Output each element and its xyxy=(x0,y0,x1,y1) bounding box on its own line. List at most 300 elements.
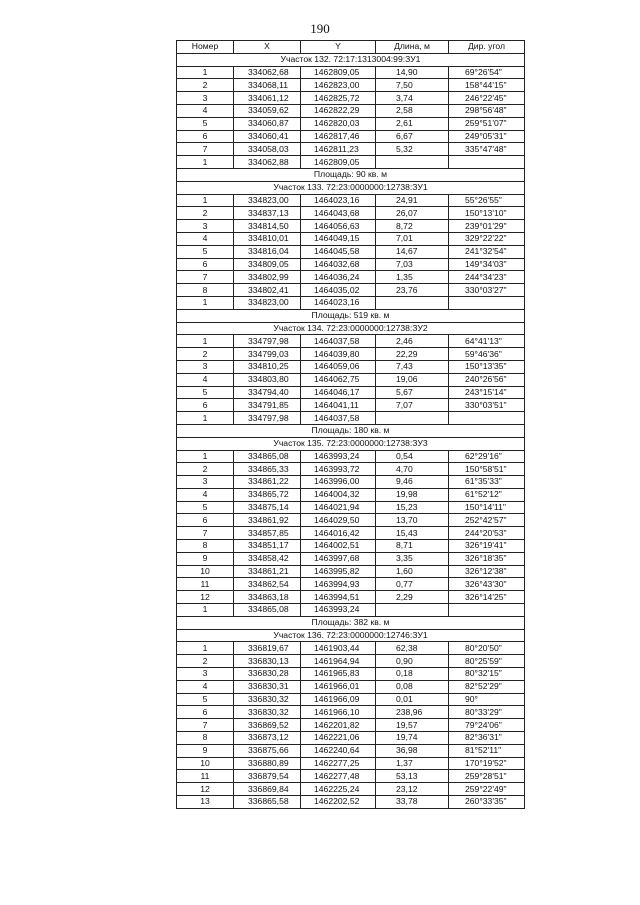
length-cell: 7,43 xyxy=(376,360,449,373)
table-row xyxy=(177,271,525,284)
y-coordinate-cell: 1462202,52 xyxy=(301,796,376,809)
point-number-cell: 7 xyxy=(177,527,234,540)
table-row xyxy=(177,258,525,271)
direction-angle-cell: 80°25'59" xyxy=(449,655,525,668)
parcel-area: Площадь: 180 кв. м xyxy=(177,424,525,437)
x-coordinate-cell: 334803,80 xyxy=(234,373,301,386)
point-number-cell: 7 xyxy=(177,271,234,284)
y-coordinate-cell: 1463993,24 xyxy=(301,604,376,617)
parcel-area: Площадь: 90 кв. м xyxy=(177,168,525,181)
x-coordinate-cell: 334851,17 xyxy=(234,540,301,553)
table-row xyxy=(177,719,525,732)
point-number-cell: 8 xyxy=(177,732,234,745)
table-row xyxy=(177,604,525,617)
column-header-direction-angle: Дир. угол xyxy=(449,41,525,54)
length-cell: 22,29 xyxy=(376,348,449,361)
direction-angle-cell: 55°26'55" xyxy=(449,194,525,207)
point-number-cell: 3 xyxy=(177,668,234,681)
table-row xyxy=(177,335,525,348)
direction-angle-cell: 61°35'33" xyxy=(449,476,525,489)
direction-angle-cell: 150°13'35" xyxy=(449,360,525,373)
point-number-cell: 6 xyxy=(177,258,234,271)
length-cell: 0,90 xyxy=(376,655,449,668)
direction-angle-cell: 298°56'48" xyxy=(449,104,525,117)
length-cell: 0,77 xyxy=(376,578,449,591)
x-coordinate-cell: 336830,32 xyxy=(234,706,301,719)
x-coordinate-cell: 334814,50 xyxy=(234,220,301,233)
parcel-title-row xyxy=(177,181,525,194)
length-cell: 9,46 xyxy=(376,476,449,489)
length-cell: 2,58 xyxy=(376,104,449,117)
length-cell: 0,01 xyxy=(376,693,449,706)
y-coordinate-cell: 1461903,44 xyxy=(301,642,376,655)
length-cell: 0,08 xyxy=(376,680,449,693)
length-cell: 19,57 xyxy=(376,719,449,732)
table-row xyxy=(177,693,525,706)
point-number-cell: 1 xyxy=(177,194,234,207)
y-coordinate-cell: 1464046,17 xyxy=(301,386,376,399)
table-row xyxy=(177,488,525,501)
point-number-cell: 1 xyxy=(177,156,234,169)
table-row xyxy=(177,194,525,207)
y-coordinate-cell: 1464023,16 xyxy=(301,194,376,207)
x-coordinate-cell: 334865,33 xyxy=(234,463,301,476)
table-row xyxy=(177,463,525,476)
direction-angle-cell: 244°34'23" xyxy=(449,271,525,284)
length-cell: 1,35 xyxy=(376,271,449,284)
point-number-cell: 7 xyxy=(177,143,234,156)
table-row xyxy=(177,245,525,258)
direction-angle-cell: 335°47'48" xyxy=(449,143,525,156)
y-coordinate-cell: 1462825,72 xyxy=(301,92,376,105)
length-cell: 23,12 xyxy=(376,783,449,796)
y-coordinate-cell: 1462225,24 xyxy=(301,783,376,796)
x-coordinate-cell: 334809,05 xyxy=(234,258,301,271)
table-row xyxy=(177,757,525,770)
direction-angle-cell: 241°32'54" xyxy=(449,245,525,258)
table-row xyxy=(177,117,525,130)
length-cell: 14,90 xyxy=(376,66,449,79)
x-coordinate-cell: 336830,28 xyxy=(234,668,301,681)
direction-angle-cell: 170°19'52" xyxy=(449,757,525,770)
y-coordinate-cell: 1464004,32 xyxy=(301,488,376,501)
x-coordinate-cell: 334861,92 xyxy=(234,514,301,527)
length-cell: 15,23 xyxy=(376,501,449,514)
table-row xyxy=(177,783,525,796)
y-coordinate-cell: 1462820,03 xyxy=(301,117,376,130)
point-number-cell: 1 xyxy=(177,335,234,348)
parcel-title: Участок 134. 72:23:0000000:12738:ЗУ2 xyxy=(177,322,525,335)
y-coordinate-cell: 1462811,23 xyxy=(301,143,376,156)
direction-angle-cell: 244°20'53" xyxy=(449,527,525,540)
length-cell: 3,35 xyxy=(376,552,449,565)
x-coordinate-cell: 334865,08 xyxy=(234,450,301,463)
x-coordinate-cell: 334060,87 xyxy=(234,117,301,130)
direction-angle-cell: 79°24'06" xyxy=(449,719,525,732)
direction-angle-cell: 59°46'36" xyxy=(449,348,525,361)
table-row xyxy=(177,284,525,297)
direction-angle-cell: 326°43'30" xyxy=(449,578,525,591)
table-row xyxy=(177,232,525,245)
x-coordinate-cell: 334799,03 xyxy=(234,348,301,361)
table-row xyxy=(177,476,525,489)
table-header-row xyxy=(177,41,525,54)
length-cell: 19,06 xyxy=(376,373,449,386)
length-cell: 2,29 xyxy=(376,591,449,604)
y-coordinate-cell: 1461966,01 xyxy=(301,680,376,693)
point-number-cell: 8 xyxy=(177,540,234,553)
y-coordinate-cell: 1464002,51 xyxy=(301,540,376,553)
parcel-title-row xyxy=(177,437,525,450)
x-coordinate-cell: 334062,68 xyxy=(234,66,301,79)
table-row xyxy=(177,373,525,386)
direction-angle-cell: 158°44'15" xyxy=(449,79,525,92)
table-row xyxy=(177,565,525,578)
table-row xyxy=(177,732,525,745)
direction-angle-cell: 259°51'07" xyxy=(449,117,525,130)
length-cell: 7,07 xyxy=(376,399,449,412)
direction-angle-cell: 64°41'13" xyxy=(449,335,525,348)
x-coordinate-cell: 334068,11 xyxy=(234,79,301,92)
direction-angle-cell: 239°01'29" xyxy=(449,220,525,233)
point-number-cell: 11 xyxy=(177,770,234,783)
point-number-cell: 5 xyxy=(177,386,234,399)
y-coordinate-cell: 1463997,68 xyxy=(301,552,376,565)
length-cell: 62,38 xyxy=(376,642,449,655)
parcel-title: Участок 135. 72:23:0000000:12738:ЗУ3 xyxy=(177,437,525,450)
y-coordinate-cell: 1462809,05 xyxy=(301,156,376,169)
point-number-cell: 3 xyxy=(177,92,234,105)
y-coordinate-cell: 1464032,68 xyxy=(301,258,376,271)
table-row xyxy=(177,578,525,591)
length-cell: 238,96 xyxy=(376,706,449,719)
length-cell: 0,54 xyxy=(376,450,449,463)
direction-angle-cell: 61°52'12" xyxy=(449,488,525,501)
point-number-cell: 6 xyxy=(177,514,234,527)
point-number-cell: 10 xyxy=(177,757,234,770)
x-coordinate-cell: 334058,03 xyxy=(234,143,301,156)
point-number-cell: 13 xyxy=(177,796,234,809)
length-cell: 1,37 xyxy=(376,757,449,770)
length-cell: 24,91 xyxy=(376,194,449,207)
direction-angle-cell: 62°29'16" xyxy=(449,450,525,463)
y-coordinate-cell: 1461964,94 xyxy=(301,655,376,668)
y-coordinate-cell: 1462277,25 xyxy=(301,757,376,770)
x-coordinate-cell: 334875,14 xyxy=(234,501,301,514)
length-cell: 6,67 xyxy=(376,130,449,143)
y-coordinate-cell: 1464041,11 xyxy=(301,399,376,412)
length-cell: 0,18 xyxy=(376,668,449,681)
point-number-cell: 1 xyxy=(177,604,234,617)
coordinates-table xyxy=(176,40,525,809)
parcel-title: Участок 136. 72:23:0000000:12746:ЗУ1 xyxy=(177,629,525,642)
point-number-cell: 10 xyxy=(177,565,234,578)
point-number-cell: 1 xyxy=(177,412,234,425)
point-number-cell: 4 xyxy=(177,373,234,386)
direction-angle-cell: 80°33'29" xyxy=(449,706,525,719)
length-cell: 53,13 xyxy=(376,770,449,783)
x-coordinate-cell: 334062,88 xyxy=(234,156,301,169)
length-cell: 15,43 xyxy=(376,527,449,540)
direction-angle-cell: 259°22'49" xyxy=(449,783,525,796)
length-cell: 13,70 xyxy=(376,514,449,527)
parcel-title: Участок 132. 72:17:1313004:99:ЗУ1 xyxy=(177,53,525,66)
y-coordinate-cell: 1464036,24 xyxy=(301,271,376,284)
direction-angle-cell xyxy=(449,604,525,617)
y-coordinate-cell: 1464062,75 xyxy=(301,373,376,386)
y-coordinate-cell: 1464039,80 xyxy=(301,348,376,361)
x-coordinate-cell: 334857,85 xyxy=(234,527,301,540)
direction-angle-cell: 80°32'15" xyxy=(449,668,525,681)
table-row xyxy=(177,360,525,373)
direction-angle-cell: 246°22'45" xyxy=(449,92,525,105)
table-row xyxy=(177,296,525,309)
length-cell: 23,76 xyxy=(376,284,449,297)
x-coordinate-cell: 334865,72 xyxy=(234,488,301,501)
x-coordinate-cell: 336830,13 xyxy=(234,655,301,668)
table-row xyxy=(177,220,525,233)
direction-angle-cell: 82°52'29" xyxy=(449,680,525,693)
table-row xyxy=(177,655,525,668)
point-number-cell: 5 xyxy=(177,117,234,130)
y-coordinate-cell: 1463993,72 xyxy=(301,463,376,476)
direction-angle-cell: 69°26'54" xyxy=(449,66,525,79)
x-coordinate-cell: 334059,62 xyxy=(234,104,301,117)
y-coordinate-cell: 1463994,93 xyxy=(301,578,376,591)
point-number-cell: 4 xyxy=(177,104,234,117)
y-coordinate-cell: 1462809,05 xyxy=(301,66,376,79)
point-number-cell: 4 xyxy=(177,680,234,693)
length-cell: 1,60 xyxy=(376,565,449,578)
table-row xyxy=(177,207,525,220)
length-cell: 8,71 xyxy=(376,540,449,553)
direction-angle-cell: 80°20'50" xyxy=(449,642,525,655)
length-cell: 36,98 xyxy=(376,744,449,757)
y-coordinate-cell: 1462277,48 xyxy=(301,770,376,783)
length-cell: 8,72 xyxy=(376,220,449,233)
x-coordinate-cell: 334797,98 xyxy=(234,412,301,425)
direction-angle-cell: 150°14'11" xyxy=(449,501,525,514)
point-number-cell: 4 xyxy=(177,232,234,245)
point-number-cell: 2 xyxy=(177,207,234,220)
x-coordinate-cell: 336875,66 xyxy=(234,744,301,757)
direction-angle-cell: 150°58'51" xyxy=(449,463,525,476)
table-row xyxy=(177,104,525,117)
column-header-y: Y xyxy=(301,41,376,54)
x-coordinate-cell: 336880,89 xyxy=(234,757,301,770)
point-number-cell: 4 xyxy=(177,488,234,501)
y-coordinate-cell: 1461966,10 xyxy=(301,706,376,719)
y-coordinate-cell: 1462240,64 xyxy=(301,744,376,757)
point-number-cell: 9 xyxy=(177,552,234,565)
x-coordinate-cell: 334862,54 xyxy=(234,578,301,591)
direction-angle-cell: 330°03'27" xyxy=(449,284,525,297)
point-number-cell: 12 xyxy=(177,783,234,796)
direction-angle-cell xyxy=(449,412,525,425)
x-coordinate-cell: 334797,98 xyxy=(234,335,301,348)
direction-angle-cell: 260°33'35" xyxy=(449,796,525,809)
point-number-cell: 7 xyxy=(177,719,234,732)
length-cell: 3,74 xyxy=(376,92,449,105)
point-number-cell: 2 xyxy=(177,79,234,92)
table-row xyxy=(177,348,525,361)
point-number-cell: 1 xyxy=(177,450,234,463)
y-coordinate-cell: 1462823,00 xyxy=(301,79,376,92)
parcel-area-row xyxy=(177,616,525,629)
table-row xyxy=(177,514,525,527)
point-number-cell: 5 xyxy=(177,693,234,706)
y-coordinate-cell: 1464016,42 xyxy=(301,527,376,540)
length-cell: 33,78 xyxy=(376,796,449,809)
x-coordinate-cell: 336830,32 xyxy=(234,693,301,706)
direction-angle-cell xyxy=(449,296,525,309)
length-cell: 19,98 xyxy=(376,488,449,501)
direction-angle-cell: 330°03'51" xyxy=(449,399,525,412)
length-cell xyxy=(376,604,449,617)
x-coordinate-cell: 334863,18 xyxy=(234,591,301,604)
parcel-title-row xyxy=(177,629,525,642)
point-number-cell: 9 xyxy=(177,744,234,757)
parcel-title-row xyxy=(177,53,525,66)
direction-angle-cell: 326°18'35" xyxy=(449,552,525,565)
point-number-cell: 5 xyxy=(177,501,234,514)
point-number-cell: 1 xyxy=(177,642,234,655)
point-number-cell: 3 xyxy=(177,476,234,489)
parcel-area-row xyxy=(177,309,525,322)
parcel-area: Площадь: 382 кв. м xyxy=(177,616,525,629)
direction-angle-cell: 82°36'31" xyxy=(449,732,525,745)
table-row xyxy=(177,642,525,655)
table-row xyxy=(177,591,525,604)
table-row xyxy=(177,552,525,565)
table-row xyxy=(177,668,525,681)
table-row xyxy=(177,770,525,783)
parcel-area: Площадь: 519 кв. м xyxy=(177,309,525,322)
length-cell: 5,67 xyxy=(376,386,449,399)
column-header-x: X xyxy=(234,41,301,54)
x-coordinate-cell: 334060,41 xyxy=(234,130,301,143)
page-number: 190 xyxy=(310,21,330,36)
length-cell: 2,46 xyxy=(376,335,449,348)
direction-angle-cell: 259°28'51" xyxy=(449,770,525,783)
x-coordinate-cell: 334861,22 xyxy=(234,476,301,489)
x-coordinate-cell: 334865,08 xyxy=(234,604,301,617)
x-coordinate-cell: 334791,85 xyxy=(234,399,301,412)
table-row xyxy=(177,66,525,79)
y-coordinate-cell: 1464037,58 xyxy=(301,412,376,425)
length-cell: 7,03 xyxy=(376,258,449,271)
x-coordinate-cell: 336879,54 xyxy=(234,770,301,783)
point-number-cell: 1 xyxy=(177,66,234,79)
table-row xyxy=(177,92,525,105)
point-number-cell: 6 xyxy=(177,706,234,719)
y-coordinate-cell: 1461965,83 xyxy=(301,668,376,681)
parcel-area-row xyxy=(177,168,525,181)
x-coordinate-cell: 334061,12 xyxy=(234,92,301,105)
point-number-cell: 12 xyxy=(177,591,234,604)
parcel-area-row xyxy=(177,424,525,437)
parcel-title: Участок 133. 72:23:0000000:12738:ЗУ1 xyxy=(177,181,525,194)
point-number-cell: 8 xyxy=(177,284,234,297)
y-coordinate-cell: 1464043,68 xyxy=(301,207,376,220)
length-cell: 4,70 xyxy=(376,463,449,476)
table-row xyxy=(177,680,525,693)
y-coordinate-cell: 1463995,82 xyxy=(301,565,376,578)
point-number-cell: 1 xyxy=(177,296,234,309)
table-row xyxy=(177,399,525,412)
direction-angle-cell: 150°13'10" xyxy=(449,207,525,220)
y-coordinate-cell: 1464035,02 xyxy=(301,284,376,297)
direction-angle-cell: 249°05'31" xyxy=(449,130,525,143)
column-header-length: Длина, м xyxy=(376,41,449,54)
x-coordinate-cell: 336869,52 xyxy=(234,719,301,732)
table-row xyxy=(177,143,525,156)
direction-angle-cell: 240°26'56" xyxy=(449,373,525,386)
direction-angle-cell: 243°15'14" xyxy=(449,386,525,399)
x-coordinate-cell: 334794,40 xyxy=(234,386,301,399)
table-row xyxy=(177,450,525,463)
x-coordinate-cell: 334816,04 xyxy=(234,245,301,258)
y-coordinate-cell: 1462822,29 xyxy=(301,104,376,117)
table-row xyxy=(177,386,525,399)
x-coordinate-cell: 334802,41 xyxy=(234,284,301,297)
length-cell: 19,74 xyxy=(376,732,449,745)
y-coordinate-cell: 1462817,46 xyxy=(301,130,376,143)
x-coordinate-cell: 336873,12 xyxy=(234,732,301,745)
point-number-cell: 3 xyxy=(177,360,234,373)
y-coordinate-cell: 1463996,00 xyxy=(301,476,376,489)
table-row xyxy=(177,744,525,757)
y-coordinate-cell: 1462221,06 xyxy=(301,732,376,745)
point-number-cell: 3 xyxy=(177,220,234,233)
x-coordinate-cell: 336869,84 xyxy=(234,783,301,796)
x-coordinate-cell: 334837,13 xyxy=(234,207,301,220)
direction-angle-cell: 329°22'22" xyxy=(449,232,525,245)
y-coordinate-cell: 1464049,15 xyxy=(301,232,376,245)
y-coordinate-cell: 1464059,06 xyxy=(301,360,376,373)
point-number-cell: 11 xyxy=(177,578,234,591)
y-coordinate-cell: 1464029,50 xyxy=(301,514,376,527)
x-coordinate-cell: 334823,00 xyxy=(234,194,301,207)
table-row xyxy=(177,130,525,143)
direction-angle-cell: 149°34'03" xyxy=(449,258,525,271)
y-coordinate-cell: 1464056,63 xyxy=(301,220,376,233)
y-coordinate-cell: 1461966,09 xyxy=(301,693,376,706)
direction-angle-cell: 326°14'25" xyxy=(449,591,525,604)
y-coordinate-cell: 1464023,16 xyxy=(301,296,376,309)
direction-angle-cell: 81°52'11" xyxy=(449,744,525,757)
table-row xyxy=(177,527,525,540)
x-coordinate-cell: 334858,42 xyxy=(234,552,301,565)
y-coordinate-cell: 1462201,82 xyxy=(301,719,376,732)
x-coordinate-cell: 336830,31 xyxy=(234,680,301,693)
direction-angle-cell: 252°42'57" xyxy=(449,514,525,527)
y-coordinate-cell: 1464045,58 xyxy=(301,245,376,258)
table-row xyxy=(177,706,525,719)
length-cell: 2,61 xyxy=(376,117,449,130)
table-row xyxy=(177,412,525,425)
y-coordinate-cell: 1464021,94 xyxy=(301,501,376,514)
x-coordinate-cell: 334810,25 xyxy=(234,360,301,373)
table-row xyxy=(177,156,525,169)
x-coordinate-cell: 336819,67 xyxy=(234,642,301,655)
length-cell: 5,32 xyxy=(376,143,449,156)
point-number-cell: 2 xyxy=(177,655,234,668)
x-coordinate-cell: 334810,01 xyxy=(234,232,301,245)
table-row xyxy=(177,79,525,92)
x-coordinate-cell: 334802,99 xyxy=(234,271,301,284)
table-row xyxy=(177,796,525,809)
